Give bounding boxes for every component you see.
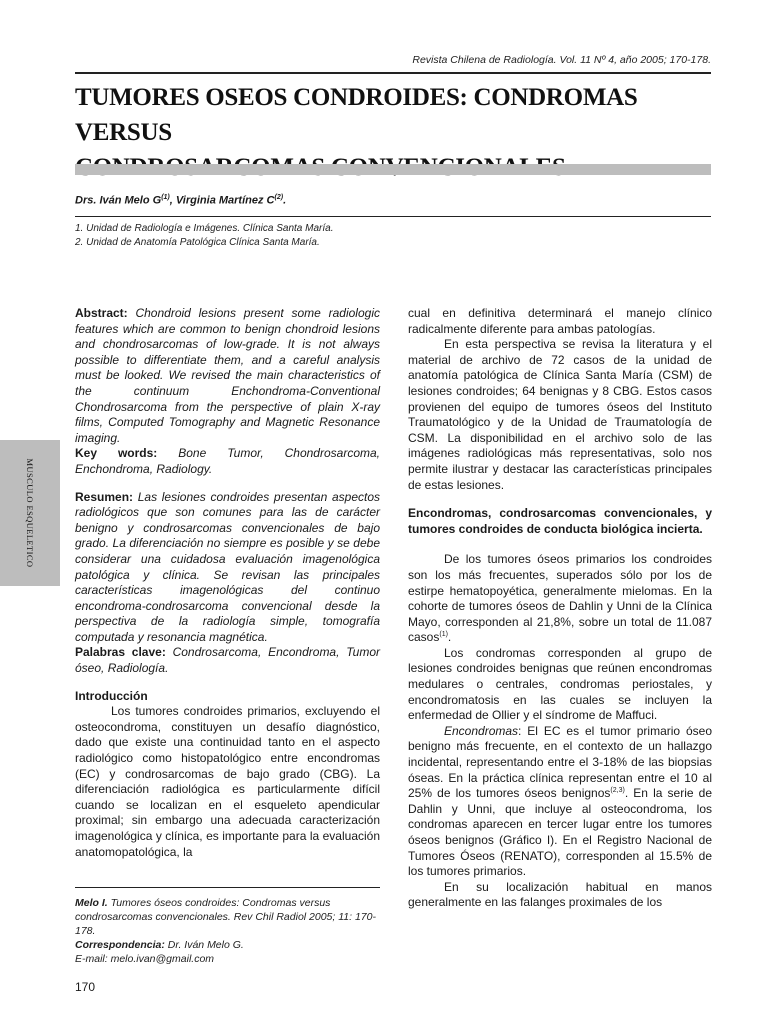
affiliations	[75, 222, 334, 250]
rc-paragraph-5	[408, 724, 712, 880]
reference-1: (1)	[439, 631, 448, 639]
palabras-clave-text: Condrosarcoma, Encondroma, Tumor óseo, Radiología.	[75, 645, 380, 676]
reference-2-3: (2,3)	[610, 787, 625, 795]
rc-paragraph-5-text-a: : El EC es el tumor primario óseo benigno más frecuente, en el contexto de un hallazgo incidental, representando entre el 3-18% de las biopsias óseas. En la práctica clínica representan entre el 10 al 25% de los tumores óseos benignos	[408, 723, 712, 801]
correspondence	[75, 938, 380, 952]
rc-paragraph-3-text: De los tumores óseos primarios los condroides son los más frecuentes, superados sólo por los de estirpe hematopoyética, generalmente mielomas. En la cohorte de tumores óseos de Dahlin y Unni de la Clínica Mayo, corresponden al 21,8%, sobre un total de 11.087 casos	[408, 552, 712, 645]
authors-end: .	[283, 194, 287, 207]
intro-heading: Introducción	[75, 688, 148, 703]
rc-paragraph-1: cual en definitiva determinará el manejo clínico radicalmente diferente para ambas patologías.	[408, 306, 712, 336]
email: E-mail: melo.ivan@gmail.com	[75, 953, 215, 965]
author-1: Drs. Iván Melo G	[75, 194, 162, 207]
correspondence-text: Dr. Iván Melo G.	[164, 939, 244, 951]
abstract	[75, 306, 380, 446]
footnote	[75, 896, 380, 966]
author-2-affil-ref: (2)	[274, 194, 284, 201]
citation-author: Melo I.	[75, 897, 108, 909]
affiliation-2: 2. Unidad de Anatomía Patológica Clínica Santa María.	[75, 237, 320, 248]
resumen-text: Las lesiones condroides presentan aspectos radiológicos que son comunes para las de carácter benigno y condrosarcomas convencionales de bajo grado. La diferenciación no siempre es posible y se debe considerar una cuidadosa evaluación imagenológica patológica y clínica. Se revisan las principales características imagenológicas del continuo encondroma-condrosarcoma convencional desde la perspectiva de la radiología simple, tomografía computada y resonancia magnética.	[75, 489, 380, 644]
journal-reference: Revista Chilena de Radiología. Vol. 11 Nº 4, año 2005; 170-178.	[412, 54, 711, 66]
section-side-tab	[0, 440, 60, 586]
rc-section-heading: Encondromas, condrosarcomas convencionales, y tumores condroides de conducta biológica incierta.	[408, 506, 712, 536]
page-number: 170	[75, 980, 96, 994]
palabras-clave-label: Palabras clave:	[75, 645, 166, 660]
section-tab-label: MUSCULO ESQUELETICO	[25, 458, 35, 568]
header-rule	[75, 72, 711, 74]
abstract-label: Abstract:	[75, 306, 128, 320]
author-2: , Virginia Martínez C	[169, 194, 275, 207]
left-column	[75, 306, 380, 860]
citation-text: Tumores óseos condroides: Condromas versus condrosarcomas convencionales. Rev Chil Radiol 2005; 11: 170-178.	[75, 897, 376, 937]
resumen-label: Resumen:	[75, 489, 134, 504]
rc-paragraph-5-text-b: . En la serie de Dahlin y Unni, que incluye al osteocondroma, los condromas aparecen en tercer lugar entre los tumores óseos benignos (Gráfico I). En el Registro Nacional de Tumores Óseos (RENATO), corresponden al 15.5% de los tumores primarios.	[408, 786, 713, 879]
authors-rule	[75, 216, 711, 217]
rc-paragraph-2: En esta perspectiva se revisa la literatura y el material de archivo de 72 casos de la unidad de anatomía patológica de Clínica Santa María (CSM) de lesiones condroides; 64 benignas y 8 CBG. Estos casos provienen del equipo de tumores óseos del Instituto Traumatológico y de la Unidad de Traumatología de CSM. La disponibilidad en el archivo solo de las imágenes radiológicas más representativas, solo nos permite ilustrar y destacar las características principales de estas lesiones.	[408, 337, 712, 492]
authors-line	[75, 194, 286, 207]
palabras-clave	[75, 645, 380, 676]
footnote-rule	[75, 887, 380, 888]
author-1-affil-ref: (1)	[161, 194, 170, 201]
key-words	[75, 446, 380, 477]
title-underline-bar	[75, 164, 711, 175]
key-words-text: Bone Tumor, Chondrosarcoma, Enchondroma, Radiology.	[75, 446, 380, 476]
rc-paragraph-3-end: .	[447, 630, 452, 645]
rc-paragraph-6: En su localización habitual en manos generalmente en las falanges proximales de los	[408, 879, 712, 910]
title-line-1: TUMORES OSEOS CONDROIDES: CONDROMAS VERSUS	[75, 84, 638, 146]
affiliation-1: 1. Unidad de Radiología e Imágenes. Clínica Santa María.	[75, 223, 334, 234]
rc-paragraph-3	[408, 552, 712, 646]
resumen	[75, 490, 380, 646]
right-column	[408, 306, 712, 911]
encondromas-label: Encondromas	[444, 723, 519, 738]
abstract-text: Chondroid lesions present some radiologic features which are common to benign chondroid lesions and chondrosarcomas of low-grade. It is not always possible to differentiate them, and a careful analysis must be looked. We revised the main characteristics of the continuum Enchondroma-Conventional Chondrosarcoma from the perspective of plain X-ray films, Computed Tomography and Magnetic Resonance imaging.	[75, 306, 380, 445]
rc-paragraph-4: Los condromas corresponden al grupo de lesiones condroides benignas que reúnen encondromas medulares o centrales, condromas periostales, y encondromatosis en las cuales se incluyen la enfermedad de Ollier y el síndrome de Maffuci.	[408, 645, 712, 723]
correspondence-label: Correspondencia:	[75, 939, 165, 951]
intro-paragraph: Los tumores condroides primarios, excluyendo el osteocondroma, constituyen un desafío diagnóstico, dado que existe una continuidad tanto en el aspecto radiológico como histopatológico entre encondromas (EC) y condrosarcomas de bajo grado (CBG). La diferenciación radiológica es particularmente difícil cuando se localizan en el esqueleto apendicular proximal; sin embargo una adecuada caracterización imagenológica y clínica, es importante para la evaluación anatomopatológica, la	[75, 704, 380, 859]
citation	[75, 896, 380, 938]
key-words-label: Key words:	[75, 446, 158, 461]
